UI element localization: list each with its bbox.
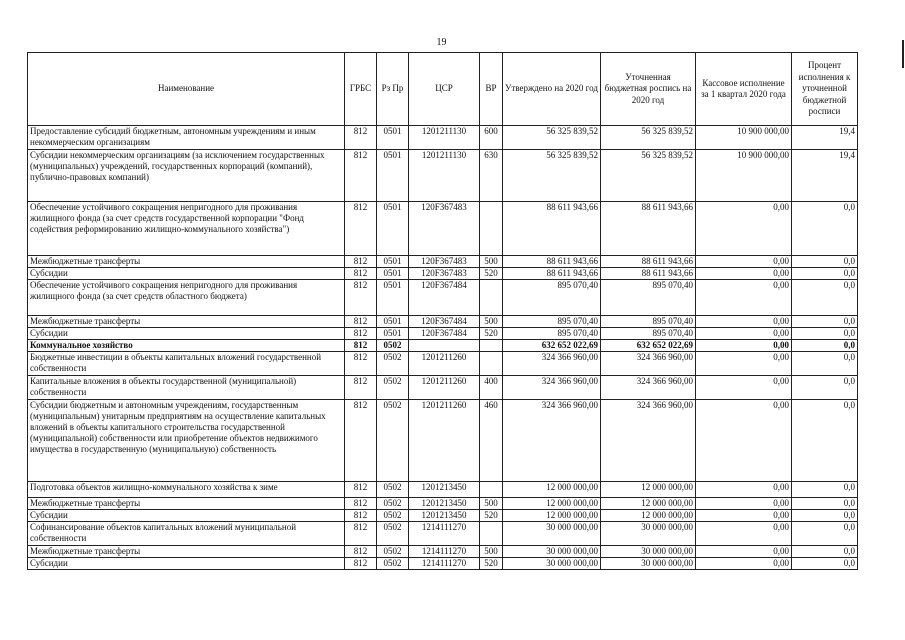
- row-vr: 500: [480, 546, 503, 558]
- row-rzpr: 0501: [377, 280, 409, 316]
- row-cash: 0,00: [696, 352, 792, 376]
- row-percent: 0,0: [792, 482, 858, 498]
- row-percent: 0,0: [792, 510, 858, 522]
- row-cash: 0,00: [696, 316, 792, 328]
- row-csr: 1201213450: [409, 482, 480, 498]
- row-cash: 0,00: [696, 522, 792, 546]
- row-csr: 1214111270: [409, 546, 480, 558]
- row-approved: 895 070,40: [503, 316, 601, 328]
- row-grbs: 812: [345, 376, 377, 400]
- row-csr: 120F367484: [409, 280, 480, 316]
- row-approved: 30 000 000,00: [503, 546, 601, 558]
- row-percent: 0,0: [792, 256, 858, 268]
- row-approved: 88 611 943,66: [503, 202, 601, 256]
- table-row: [28, 328, 858, 340]
- row-revised: 895 070,40: [601, 328, 696, 340]
- row-rzpr: 0501: [377, 150, 409, 202]
- row-approved: 12 000 000,00: [503, 498, 601, 510]
- row-revised: 12 000 000,00: [601, 510, 696, 522]
- row-rzpr: 0502: [377, 522, 409, 546]
- header-grbs: ГРБС: [345, 53, 377, 126]
- row-cash: 0,00: [696, 376, 792, 400]
- row-cash: 0,00: [696, 482, 792, 498]
- row-grbs: 812: [345, 316, 377, 328]
- row-rzpr: 0502: [377, 340, 409, 352]
- row-name: Субсидии некоммерческим организациям (за исключением государственных (муниципальных) учреждений, государственных корпораций (компаний), публично-правовых компаний): [28, 150, 345, 202]
- row-approved: 324 366 960,00: [503, 400, 601, 482]
- row-csr: 1214111270: [409, 522, 480, 546]
- row-grbs: 812: [345, 510, 377, 522]
- row-rzpr: 0502: [377, 558, 409, 570]
- row-revised: 324 366 960,00: [601, 400, 696, 482]
- row-cash: 0,00: [696, 202, 792, 256]
- header-approved: Утверждено на 2020 год: [503, 53, 601, 126]
- row-name: Предоставление субсидий бюджетным, автономным учреждениям и иным некоммерческим организациям: [28, 126, 345, 150]
- row-csr: 120F367483: [409, 256, 480, 268]
- row-vr: 600: [480, 126, 503, 150]
- row-vr: 520: [480, 328, 503, 340]
- row-cash: 0,00: [696, 340, 792, 352]
- row-vr: [480, 522, 503, 546]
- row-rzpr: 0502: [377, 376, 409, 400]
- header-vr: ВР: [480, 53, 503, 126]
- table-row: [28, 482, 858, 498]
- row-percent: 0,0: [792, 558, 858, 570]
- row-revised: 895 070,40: [601, 316, 696, 328]
- row-name: Софинансирование объектов капитальных вложений муниципальной собственности: [28, 522, 345, 546]
- row-approved: 88 611 943,66: [503, 256, 601, 268]
- row-percent: 0,0: [792, 268, 858, 280]
- row-grbs: 812: [345, 268, 377, 280]
- row-csr: 1201213450: [409, 510, 480, 522]
- row-revised: 30 000 000,00: [601, 558, 696, 570]
- row-rzpr: 0501: [377, 202, 409, 256]
- table-row: [28, 376, 858, 400]
- table-row: [28, 352, 858, 376]
- row-csr: 1201213450: [409, 498, 480, 510]
- row-rzpr: 0501: [377, 126, 409, 150]
- header-csr: ЦСР: [409, 53, 480, 126]
- row-csr: 1214111270: [409, 558, 480, 570]
- row-vr: 500: [480, 316, 503, 328]
- row-percent: 0,0: [792, 352, 858, 376]
- row-vr: [480, 482, 503, 498]
- row-cash: 0,00: [696, 498, 792, 510]
- row-vr: 520: [480, 510, 503, 522]
- row-cash: 0,00: [696, 280, 792, 316]
- row-percent: 0,0: [792, 280, 858, 316]
- table-row: [28, 546, 858, 558]
- row-grbs: 812: [345, 546, 377, 558]
- row-name: Обеспечение устойчивого сокращения непригодного для проживания жилищного фонда (за счет средств государственной корпорации "Фонд содействия реформированию жилищно-коммунального хозяйства"): [28, 202, 345, 256]
- row-approved: 12 000 000,00: [503, 510, 601, 522]
- row-rzpr: 0502: [377, 510, 409, 522]
- table-row: [28, 126, 858, 150]
- row-percent: 0,0: [792, 202, 858, 256]
- row-percent: 0,0: [792, 340, 858, 352]
- row-grbs: 812: [345, 256, 377, 268]
- table-header-row: [28, 53, 858, 126]
- header-percent: Процент исполнения к уточненной бюджетной росписи: [792, 53, 858, 126]
- row-cash: 0,00: [696, 328, 792, 340]
- table-row: [28, 558, 858, 570]
- row-revised: 324 366 960,00: [601, 376, 696, 400]
- row-grbs: 812: [345, 522, 377, 546]
- row-percent: 0,0: [792, 376, 858, 400]
- row-name: Обеспечение устойчивого сокращения непригодного для проживания жилищного фонда (за счет средств областного бюджета): [28, 280, 345, 316]
- table-row: [28, 340, 858, 352]
- row-grbs: 812: [345, 482, 377, 498]
- table-row: [28, 510, 858, 522]
- row-percent: 19,4: [792, 126, 858, 150]
- row-approved: 632 652 022,69: [503, 340, 601, 352]
- row-vr: 400: [480, 376, 503, 400]
- row-vr: [480, 202, 503, 256]
- header-name: Наименование: [28, 53, 345, 126]
- row-grbs: 812: [345, 352, 377, 376]
- row-percent: 0,0: [792, 498, 858, 510]
- row-revised: 12 000 000,00: [601, 482, 696, 498]
- row-percent: 0,0: [792, 522, 858, 546]
- row-cash: 0,00: [696, 400, 792, 482]
- row-percent: 0,0: [792, 546, 858, 558]
- row-csr: 1201211260: [409, 376, 480, 400]
- row-name: Коммунальное хозяйство: [28, 340, 345, 352]
- row-approved: 12 000 000,00: [503, 482, 601, 498]
- row-rzpr: 0501: [377, 268, 409, 280]
- row-cash: 0,00: [696, 546, 792, 558]
- row-name: Субсидии: [28, 510, 345, 522]
- row-name: Субсидии бюджетным и автономным учреждениям, государственным (муниципальным) унитарным предприятиям на осуществление капитальных вложений в объекты капитального строительства государственной (муниципальной) собственности или приобретение объектов недвижимого имущества в государственную (муниципальную) собственность: [28, 400, 345, 482]
- row-approved: 895 070,40: [503, 280, 601, 316]
- row-revised: 88 611 943,66: [601, 268, 696, 280]
- row-rzpr: 0502: [377, 352, 409, 376]
- row-csr: 1201211130: [409, 150, 480, 202]
- row-name: Субсидии: [28, 558, 345, 570]
- row-cash: 10 900 000,00: [696, 150, 792, 202]
- row-grbs: 812: [345, 126, 377, 150]
- row-name: Подготовка объектов жилищно-коммунального хозяйства к зиме: [28, 482, 345, 498]
- table-row: [28, 256, 858, 268]
- row-cash: 0,00: [696, 268, 792, 280]
- row-rzpr: 0502: [377, 546, 409, 558]
- row-csr: 120F367484: [409, 328, 480, 340]
- row-revised: 30 000 000,00: [601, 522, 696, 546]
- row-revised: 56 325 839,52: [601, 150, 696, 202]
- row-grbs: 812: [345, 150, 377, 202]
- row-cash: 10 900 000,00: [696, 126, 792, 150]
- table-row: [28, 268, 858, 280]
- row-vr: 630: [480, 150, 503, 202]
- row-csr: 120F367483: [409, 268, 480, 280]
- row-vr: 500: [480, 498, 503, 510]
- header-cash: Кассовое исполнение за 1 квартал 2020 года: [696, 53, 792, 126]
- row-name: Межбюджетные трансферты: [28, 256, 345, 268]
- row-approved: 30 000 000,00: [503, 558, 601, 570]
- row-revised: 324 366 960,00: [601, 352, 696, 376]
- header-revised: Уточненная бюджетная роспись на 2020 год: [601, 53, 696, 126]
- row-vr: 520: [480, 558, 503, 570]
- row-name: Межбюджетные трансферты: [28, 316, 345, 328]
- row-name: Субсидии: [28, 268, 345, 280]
- row-percent: 0,0: [792, 400, 858, 482]
- row-csr: 1201211260: [409, 352, 480, 376]
- row-approved: 324 366 960,00: [503, 376, 601, 400]
- row-csr: 120F367484: [409, 316, 480, 328]
- row-revised: 88 611 943,66: [601, 202, 696, 256]
- row-percent: 0,0: [792, 316, 858, 328]
- row-revised: 88 611 943,66: [601, 256, 696, 268]
- row-vr: 520: [480, 268, 503, 280]
- row-approved: 88 611 943,66: [503, 268, 601, 280]
- row-grbs: 812: [345, 340, 377, 352]
- row-approved: 30 000 000,00: [503, 522, 601, 546]
- row-grbs: 812: [345, 400, 377, 482]
- page-number: 19: [436, 37, 447, 48]
- row-revised: 632 652 022,69: [601, 340, 696, 352]
- row-revised: 56 325 839,52: [601, 126, 696, 150]
- row-csr: 120F367483: [409, 202, 480, 256]
- row-vr: [480, 280, 503, 316]
- row-rzpr: 0502: [377, 498, 409, 510]
- row-cash: 0,00: [696, 558, 792, 570]
- row-grbs: 812: [345, 558, 377, 570]
- row-name: Межбюджетные трансферты: [28, 546, 345, 558]
- row-grbs: 812: [345, 202, 377, 256]
- row-rzpr: 0501: [377, 328, 409, 340]
- row-name: Бюджетные инвестиции в объекты капитальных вложений государственной собственности: [28, 352, 345, 376]
- row-grbs: 812: [345, 280, 377, 316]
- row-revised: 895 070,40: [601, 280, 696, 316]
- table-row: [28, 202, 858, 256]
- row-approved: 324 366 960,00: [503, 352, 601, 376]
- row-revised: 12 000 000,00: [601, 498, 696, 510]
- row-rzpr: 0502: [377, 482, 409, 498]
- row-grbs: 812: [345, 498, 377, 510]
- page-edge-mark: [902, 40, 904, 68]
- header-rzpr: Рз Пр: [377, 53, 409, 126]
- row-rzpr: 0501: [377, 316, 409, 328]
- row-csr: 1201211260: [409, 400, 480, 482]
- row-csr: 1201211130: [409, 126, 480, 150]
- row-percent: 19,4: [792, 150, 858, 202]
- row-csr: [409, 340, 480, 352]
- row-vr: 460: [480, 400, 503, 482]
- row-name: Межбюджетные трансферты: [28, 498, 345, 510]
- row-name: Капитальные вложения в объекты государственной (муниципальной) собственности: [28, 376, 345, 400]
- row-revised: 30 000 000,00: [601, 546, 696, 558]
- row-approved: 56 325 839,52: [503, 126, 601, 150]
- table-row: [28, 522, 858, 546]
- budget-table: [27, 52, 858, 570]
- row-approved: 56 325 839,52: [503, 150, 601, 202]
- row-cash: 0,00: [696, 256, 792, 268]
- table-row: [28, 150, 858, 202]
- row-vr: [480, 340, 503, 352]
- row-rzpr: 0502: [377, 400, 409, 482]
- row-grbs: 812: [345, 328, 377, 340]
- table-row: [28, 498, 858, 510]
- row-percent: 0,0: [792, 328, 858, 340]
- table-row: [28, 316, 858, 328]
- row-vr: [480, 352, 503, 376]
- row-cash: 0,00: [696, 510, 792, 522]
- table-row: [28, 400, 858, 482]
- row-vr: 500: [480, 256, 503, 268]
- table-row: [28, 280, 858, 316]
- row-rzpr: 0501: [377, 256, 409, 268]
- row-name: Субсидии: [28, 328, 345, 340]
- row-approved: 895 070,40: [503, 328, 601, 340]
